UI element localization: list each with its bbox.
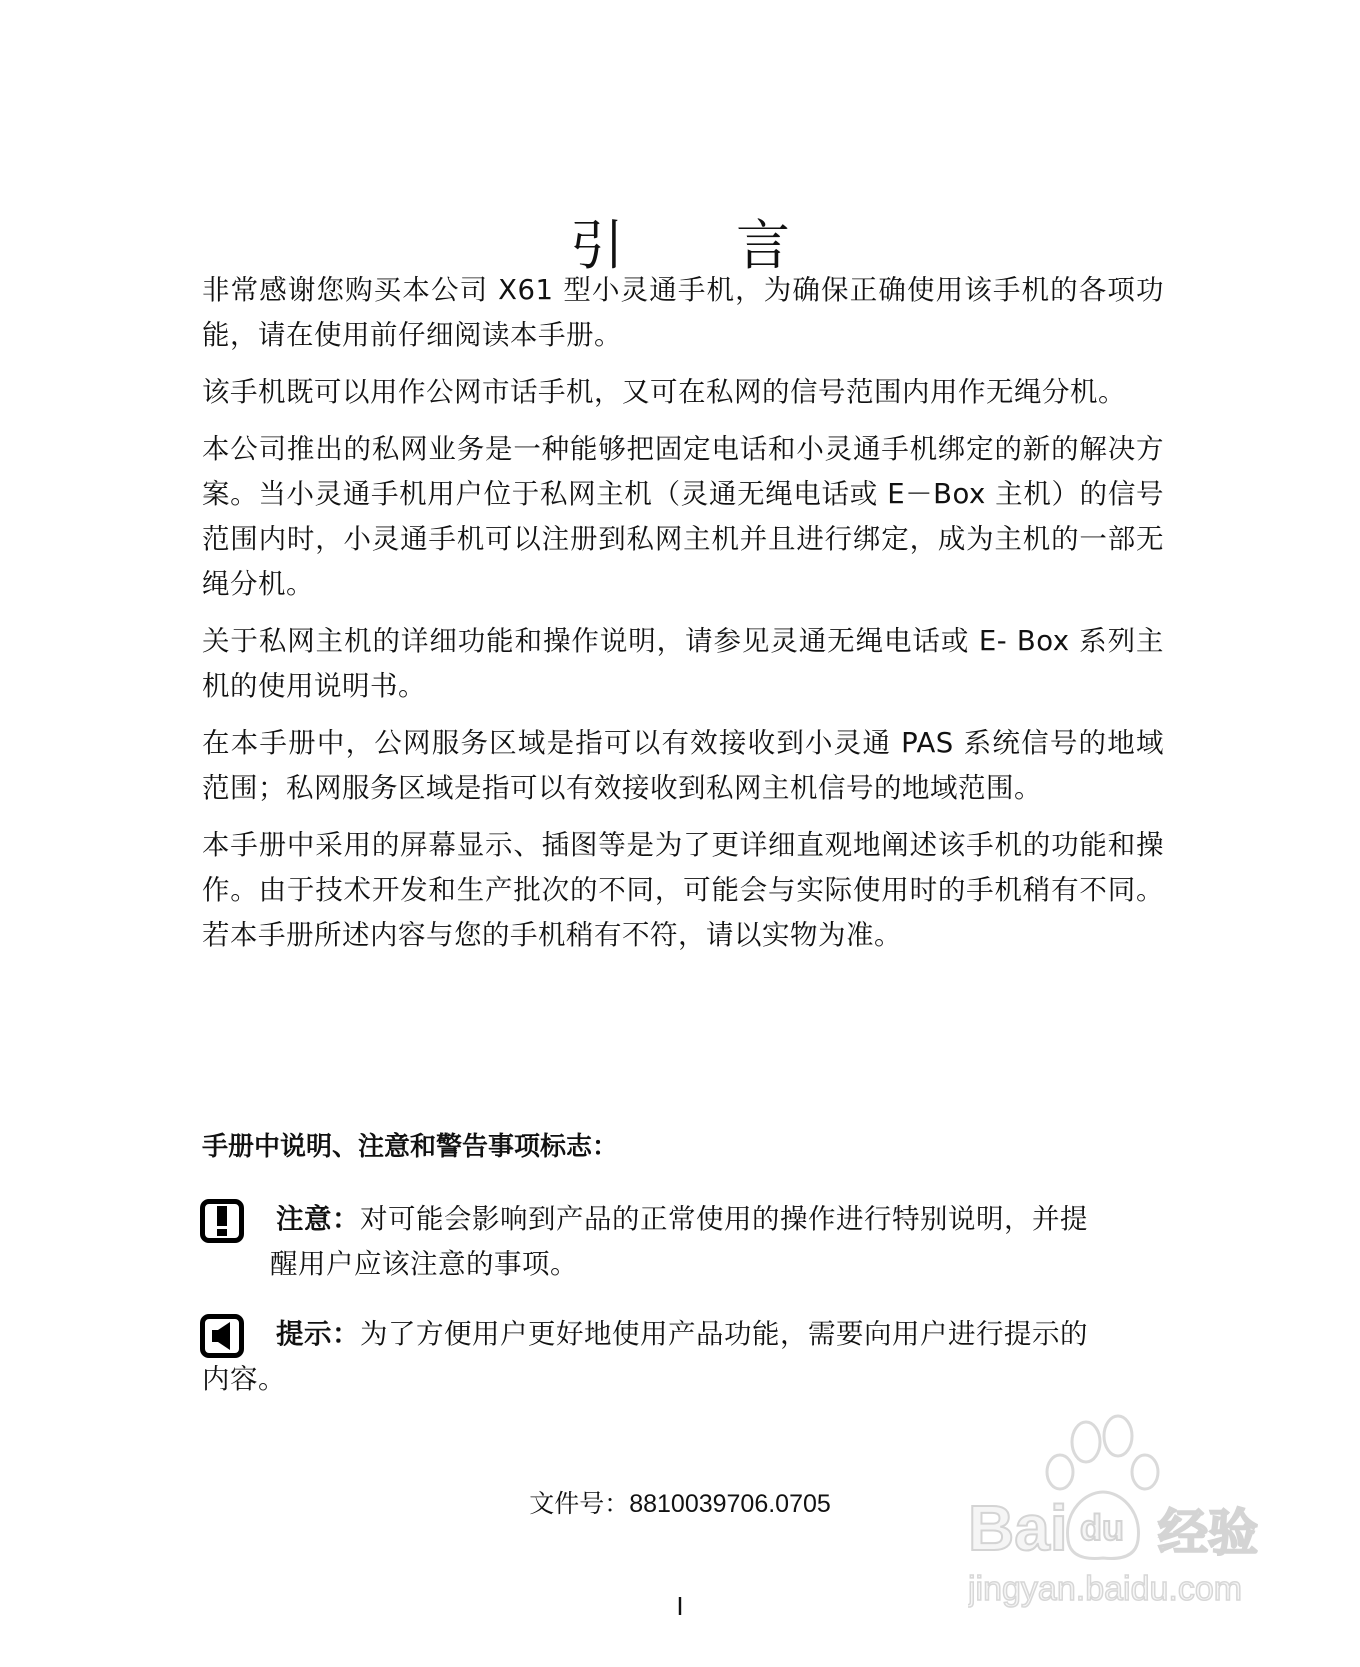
- svg-text:经验: 经验: [1158, 1504, 1258, 1562]
- svg-text:Bai: Bai: [968, 1492, 1068, 1564]
- intro-body: [202, 268, 1164, 970]
- notice-caution-label: 注意：: [276, 1203, 360, 1235]
- notice-tip-text-line2: 内容。: [202, 1363, 286, 1395]
- svg-text:du: du: [1080, 1507, 1124, 1548]
- notice-caution-text-line1: 对可能会影响到产品的正常使用的操作进行特别说明，并提: [360, 1203, 1088, 1235]
- notice-tip-label: 提示：: [276, 1318, 360, 1350]
- paragraph-host-reference: 关于私网主机的详细功能和操作说明，请参见灵通无绳电话或 E- Box 系列主机的使用说明书。: [202, 625, 1164, 702]
- notice-tip-text-line1: 为了方便用户更好地使用产品功能，需要向用户进行提示的: [360, 1318, 1088, 1350]
- document-number-label: 文件号：: [529, 1489, 630, 1518]
- paragraph-private-network: 本公司推出的私网业务是一种能够把固定电话和小灵通手机绑定的新的解决方案。当小灵通手机用户位于私网主机（灵通无绳电话或 E－Box 主机）的信号范围内时，小灵通手机可以注册到私网主机并且进行绑定，成为主机的一部无绳分机。: [202, 433, 1164, 600]
- paragraph-service-areas: 在本手册中，公网服务区域是指可以有效接收到小灵通 PAS 系统信号的地域范围；私网服务区域是指可以有效接收到私网主机信号的地域范围。: [202, 727, 1164, 804]
- notice-tip: [200, 1312, 1164, 1402]
- document-number-value: 8810039706.0705: [629, 1490, 831, 1518]
- exclamation-icon: [200, 1199, 244, 1243]
- svg-text:jingyan.baidu.com: jingyan.baidu.com: [968, 1570, 1243, 1608]
- page-title-char-2: 言: [736, 214, 790, 278]
- page-title-char-1: 引: [570, 214, 624, 278]
- notice-caution-text-line2: 醒用户应该注意的事项。: [270, 1248, 578, 1280]
- notice-caution: [200, 1197, 1164, 1287]
- page-number: I: [676, 1591, 684, 1621]
- document-number: [0, 1486, 1360, 1522]
- paragraph-thanks: 非常感谢您购买本公司 X61 型小灵通手机，为确保正确使用该手机的各项功能，请在使用前仔细阅读本手册。: [202, 274, 1164, 351]
- paragraph-dual-use: 该手机既可以用作公网市话手机，又可在私网的信号范围内用作无绳分机。: [202, 376, 1126, 408]
- section-heading-symbols: 手册中说明、注意和警告事项标志：: [202, 1132, 619, 1162]
- paragraph-disclaimer: 本手册中采用的屏幕显示、插图等是为了更详细直观地阐述该手机的功能和操作。由于技术开发和生产批次的不同，可能会与实际使用时的手机稍有不同。若本手册所述内容与您的手机稍有不符，请以实物为准。: [202, 829, 1164, 951]
- speaker-icon: [200, 1314, 244, 1358]
